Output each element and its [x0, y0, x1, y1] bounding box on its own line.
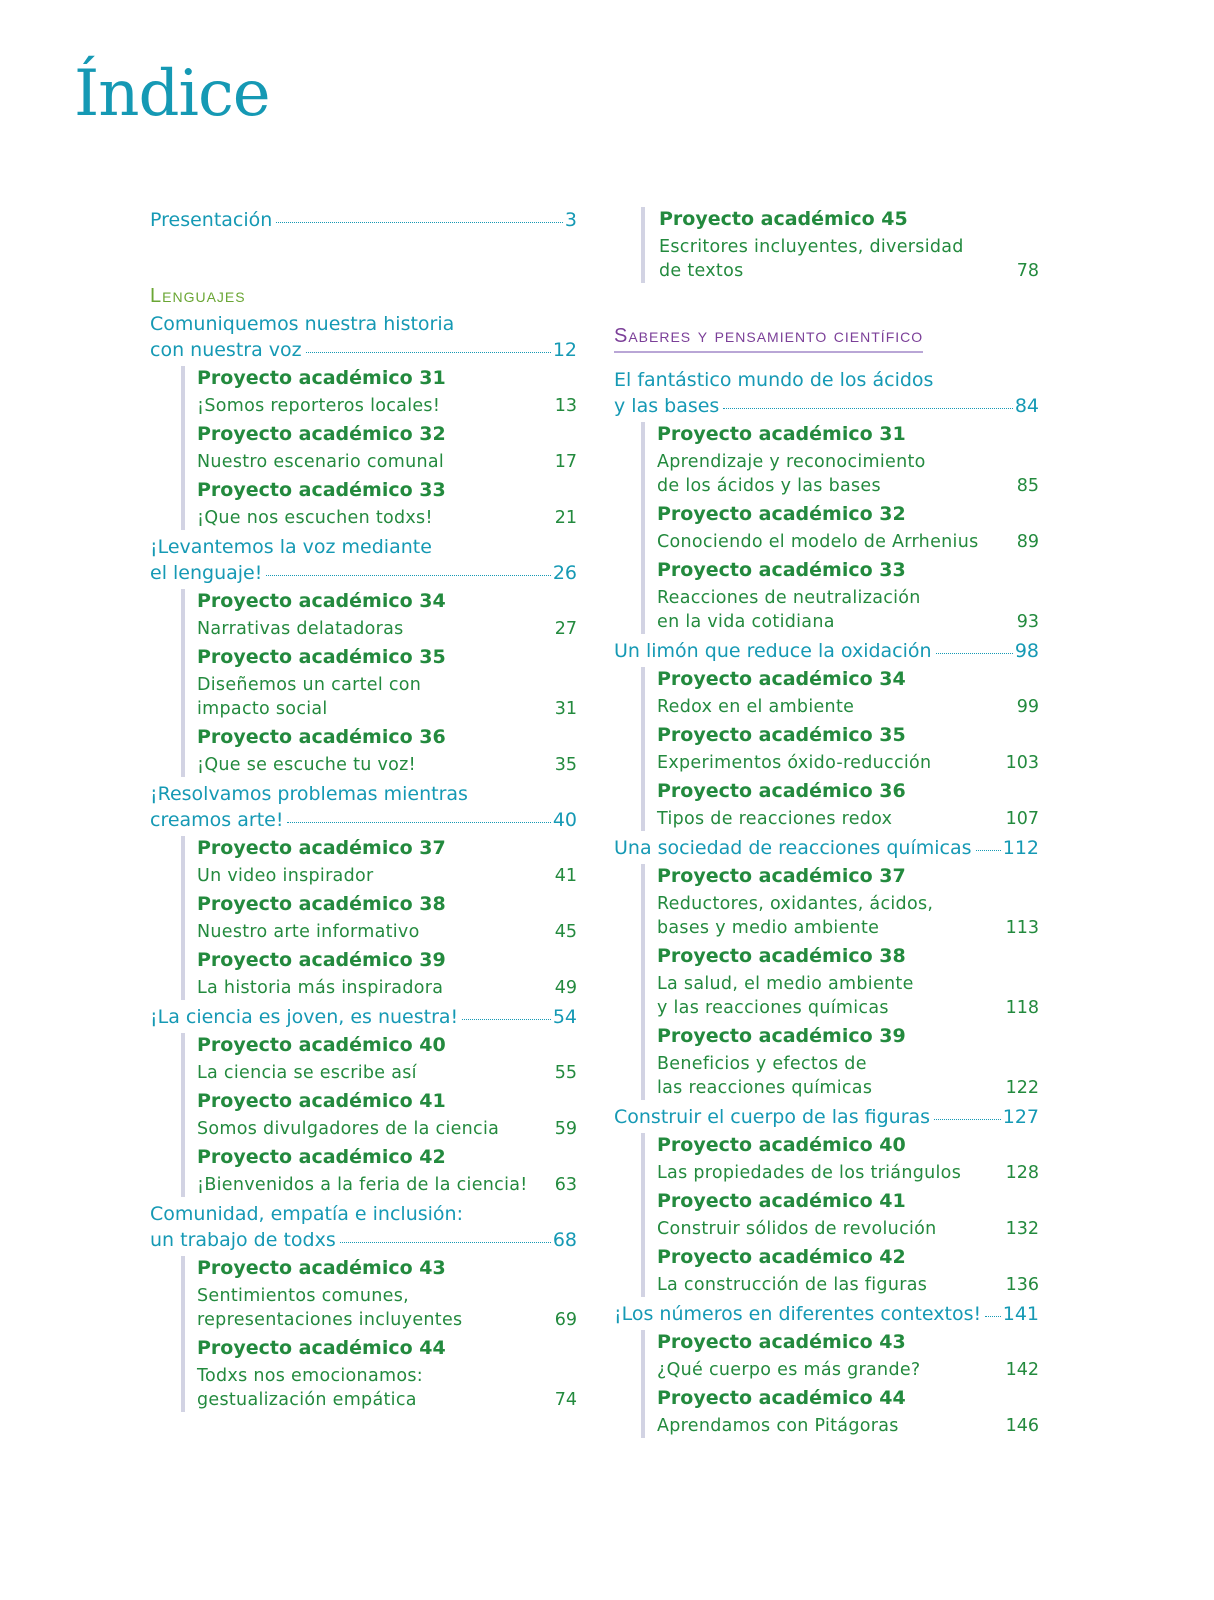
toc-unit-title: un trabajo de todxs: [150, 1229, 336, 1251]
project-page-number: 113: [1005, 918, 1039, 938]
subtitle-line: gestualización empática: [197, 1390, 417, 1410]
project-subtitle: [197, 450, 444, 474]
project-page-number: 142: [1005, 1360, 1039, 1380]
toc-unit-entry[interactable]: [614, 638, 1039, 664]
project-row[interactable]: [197, 1117, 577, 1141]
project-page-number: 99: [1016, 697, 1039, 717]
dot-leader: [306, 352, 551, 353]
toc-unit-title: ¡Levantemos la voz mediante: [150, 536, 432, 558]
toc-page-number: 40: [552, 809, 577, 831]
toc-unit-entry[interactable]: [150, 1004, 577, 1030]
project-subtitle: [657, 1358, 921, 1382]
project-group: [181, 366, 577, 530]
project-page-number: 118: [1005, 998, 1039, 1018]
project-heading[interactable]: Proyecto académico 37: [197, 837, 446, 859]
toc-unit-title-last-line: [614, 835, 1039, 861]
left-units: [150, 311, 577, 1412]
toc-page-number: 84: [1014, 395, 1039, 417]
subtitle-line: ¡Que se escuche tu voz!: [197, 755, 416, 775]
toc-unit-title: El fantástico mundo de los ácidos: [614, 369, 934, 391]
project-row[interactable]: [197, 617, 577, 641]
toc-page-number: 112: [1002, 837, 1039, 859]
project-heading[interactable]: Proyecto académico 39: [197, 949, 446, 971]
toc-unit-entry[interactable]: [614, 1104, 1039, 1130]
project-page-number: 146: [1005, 1416, 1039, 1436]
project-heading[interactable]: Proyecto académico 44: [197, 1337, 446, 1359]
project-row[interactable]: [657, 450, 1039, 498]
toc-page-number: 98: [1014, 640, 1039, 662]
subtitle-line: Nuestro arte informativo: [197, 922, 420, 942]
dot-leader: [723, 408, 1012, 409]
project-subtitle: [657, 751, 931, 775]
page-title: Índice: [74, 57, 270, 131]
right-units: [614, 367, 1039, 1438]
project-row[interactable]: [657, 586, 1039, 634]
dot-leader: [266, 575, 550, 576]
toc-unit-title: ¡La ciencia es joven, es nuestra!: [150, 1006, 459, 1028]
project-subtitle: [197, 1284, 462, 1332]
project-row[interactable]: [657, 1358, 1039, 1382]
project-row[interactable]: [657, 972, 1039, 1020]
project-row[interactable]: [657, 1052, 1039, 1100]
project-page-number: 41: [554, 866, 577, 886]
project-subtitle: [197, 920, 420, 944]
toc-unit-title-last-line: [614, 638, 1039, 664]
subtitle-line: Conociendo el modelo de Arrhenius: [657, 532, 979, 552]
project-page-number: 107: [1005, 809, 1039, 829]
project-subtitle: [197, 617, 404, 641]
project-subtitle: [657, 1161, 961, 1185]
project-heading[interactable]: Proyecto académico 38: [657, 945, 906, 967]
toc-unit-title: el lenguaje!: [150, 562, 263, 584]
project-heading[interactable]: Proyecto académico 32: [657, 503, 906, 525]
toc-page-number: 12: [552, 339, 577, 361]
project-subtitle: [657, 1273, 927, 1297]
dot-leader: [340, 1242, 551, 1243]
toc-unit-title: creamos arte!: [150, 809, 284, 831]
toc-right-column: [614, 207, 1039, 1442]
project-row[interactable]: [197, 976, 577, 1000]
project-row[interactable]: [657, 1414, 1039, 1438]
subtitle-line: Nuestro escenario comunal: [197, 452, 445, 472]
subtitle-line: Tipos de reacciones redox: [657, 809, 893, 829]
project-subtitle: [197, 976, 443, 1000]
subtitle-line: en la vida cotidiana: [657, 612, 835, 632]
dot-leader: [287, 822, 550, 823]
subtitle-line: Experimentos óxido-reducción: [657, 753, 932, 773]
project-subtitle: [197, 394, 440, 418]
project-subtitle: [657, 530, 979, 554]
dot-leader: [276, 222, 563, 223]
project-subtitle: [657, 695, 854, 719]
project-row[interactable]: [197, 1284, 577, 1332]
project-subtitle: [657, 1217, 937, 1241]
section-heading-lenguajes: Lenguajes: [150, 285, 246, 307]
subtitle-line: Sentimientos comunes,: [197, 1286, 410, 1306]
project-group: [181, 1256, 577, 1412]
subtitle-line: impacto social: [197, 699, 328, 719]
project-group: [181, 836, 577, 1000]
subtitle-line: Construir sólidos de revolución: [657, 1219, 937, 1239]
project-row[interactable]: [657, 807, 1039, 831]
project-subtitle: [197, 1117, 499, 1141]
project-page-number: 132: [1005, 1219, 1039, 1239]
project-heading[interactable]: Proyecto académico 34: [657, 668, 906, 690]
project-heading[interactable]: Proyecto académico 33: [657, 559, 906, 581]
project-subtitle: [197, 1061, 417, 1085]
toc-unit-title: ¡Resolvamos problemas mientras: [150, 783, 468, 805]
project-row[interactable]: [197, 450, 577, 474]
toc-entry-title: Presentación: [150, 209, 273, 231]
project-group: [641, 1330, 1039, 1438]
project-page-number: 122: [1005, 1078, 1039, 1098]
subtitle-line: Somos divulgadores de la ciencia: [197, 1119, 500, 1139]
project-row[interactable]: [657, 892, 1039, 940]
subtitle-line: Todxs nos emocionamos:: [197, 1366, 423, 1386]
project-heading[interactable]: Proyecto académico 42: [197, 1146, 446, 1168]
project-group: [641, 667, 1039, 831]
project-group: [641, 864, 1039, 1100]
project-heading[interactable]: Proyecto académico 40: [197, 1034, 446, 1056]
toc-unit-entry[interactable]: [150, 1201, 577, 1253]
toc-page-number: 141: [1002, 1303, 1039, 1325]
dot-leader: [976, 850, 1001, 851]
toc-unit-title: con nuestra voz: [150, 339, 302, 361]
toc-unit-entry[interactable]: [150, 781, 577, 833]
toc-unit-title-last-line: [614, 393, 1039, 419]
project-page-number: 17: [554, 452, 577, 472]
subtitle-line: La ciencia se escribe así: [197, 1063, 417, 1083]
project-page-number: 27: [554, 619, 577, 639]
subtitle-line: ¡Somos reporteros locales!: [197, 396, 441, 416]
project-page-number: 136: [1005, 1275, 1039, 1295]
dot-leader: [934, 1119, 1001, 1120]
toc-entry-presentacion[interactable]: [150, 207, 577, 233]
project-page-number: 89: [1016, 532, 1039, 552]
toc-unit-title-last-line: [150, 807, 577, 833]
toc-unit-entry[interactable]: [150, 311, 577, 363]
project-page-number: 103: [1005, 753, 1039, 773]
toc-unit-title-line: [150, 311, 577, 337]
subtitle-line: ¿Qué cuerpo es más grande?: [657, 1360, 921, 1380]
toc-unit-title-line: [150, 781, 577, 807]
toc-unit-title-last-line: [614, 1104, 1039, 1130]
project-page-number: 63: [554, 1175, 577, 1195]
toc-unit-entry[interactable]: [150, 534, 577, 586]
project-row[interactable]: [657, 751, 1039, 775]
toc-unit-title: y las bases: [614, 395, 720, 417]
project-row[interactable]: [657, 1273, 1039, 1297]
toc-unit-title-last-line: [150, 1227, 577, 1253]
project-subtitle: [657, 1414, 899, 1438]
toc-unit-title-last-line: [150, 337, 577, 363]
toc-unit-title-line: [614, 367, 1039, 393]
project-group: [641, 422, 1039, 634]
project-row[interactable]: [659, 235, 1039, 283]
toc-page-number: 26: [552, 562, 577, 584]
project-row[interactable]: [197, 394, 577, 418]
subtitle-line: Aprendizaje y reconocimiento: [657, 452, 926, 472]
project-row[interactable]: [197, 1173, 577, 1197]
project-page-number: 128: [1005, 1163, 1039, 1183]
project-row[interactable]: [197, 673, 577, 721]
project-heading[interactable]: Proyecto académico 35: [197, 646, 446, 668]
project-subtitle: [197, 1173, 528, 1197]
toc-unit-title-line: [150, 534, 577, 560]
project-heading[interactable]: Proyecto académico 37: [657, 865, 906, 887]
project-subtitle: [197, 753, 416, 777]
toc-unit-entry[interactable]: [614, 1301, 1039, 1327]
project-heading[interactable]: Proyecto académico 42: [657, 1246, 906, 1268]
project-row[interactable]: [657, 1217, 1039, 1241]
subtitle-line: Reductores, oxidantes, ácidos,: [657, 894, 934, 914]
project-subtitle: [197, 1364, 423, 1412]
subtitle-line: de los ácidos y las bases: [657, 476, 881, 496]
project-subtitle: [657, 892, 933, 940]
toc-page-number: 68: [552, 1229, 577, 1251]
project-heading[interactable]: Proyecto académico 44: [657, 1387, 906, 1409]
subtitle-line: ¡Que nos escuchen todxs!: [197, 508, 433, 528]
project-subtitle: [197, 864, 374, 888]
subtitle-line: Reacciones de neutralización: [657, 588, 921, 608]
project-page-number: 69: [554, 1310, 577, 1330]
project-row[interactable]: [657, 1161, 1039, 1185]
subtitle-line: Diseñemos un cartel con: [197, 675, 422, 695]
project-heading[interactable]: Proyecto académico 31: [657, 423, 906, 445]
toc-page-number: 3: [564, 209, 577, 231]
project-page-number: 78: [1016, 261, 1039, 281]
project-page-number: 45: [554, 922, 577, 942]
subtitle-line: Narrativas delatadoras: [197, 619, 404, 639]
project-heading[interactable]: Proyecto académico 33: [197, 479, 446, 501]
project-subtitle: [657, 807, 892, 831]
subtitle-line: las reacciones químicas: [657, 1078, 873, 1098]
project-group: [181, 589, 577, 777]
project-heading[interactable]: Proyecto académico 43: [657, 1331, 906, 1353]
project-row[interactable]: [197, 920, 577, 944]
project-row[interactable]: [197, 753, 577, 777]
project-page-number: 85: [1016, 476, 1039, 496]
project-heading[interactable]: Proyecto académico 45: [659, 208, 908, 230]
toc-unit-title: Comuniquemos nuestra historia: [150, 313, 455, 335]
section-heading-saberes: Saberes y pensamiento científico: [614, 323, 923, 353]
project-heading[interactable]: Proyecto académico 32: [197, 423, 446, 445]
toc-page-number: 127: [1002, 1106, 1039, 1128]
project-subtitle: [657, 586, 921, 634]
project-heading[interactable]: Proyecto académico 38: [197, 893, 446, 915]
dot-leader: [462, 1019, 551, 1020]
project-page-number: 21: [554, 508, 577, 528]
project-page-number: 93: [1016, 612, 1039, 632]
project-subtitle: [197, 506, 433, 530]
project-page-number: 74: [554, 1390, 577, 1410]
project-page-number: 59: [554, 1119, 577, 1139]
project-subtitle: [659, 235, 964, 283]
subtitle-line: Aprendamos con Pitágoras: [657, 1416, 899, 1436]
project-row[interactable]: [197, 506, 577, 530]
project-row[interactable]: [197, 864, 577, 888]
project-heading[interactable]: Proyecto académico 39: [657, 1025, 906, 1047]
project-heading[interactable]: Proyecto académico 31: [197, 367, 446, 389]
subtitle-line: La salud, el medio ambiente: [657, 974, 914, 994]
subtitle-line: Un video inspirador: [197, 866, 374, 886]
project-row[interactable]: [197, 1061, 577, 1085]
toc-unit-title: Un limón que reduce la oxidación: [614, 640, 932, 662]
project-heading[interactable]: Proyecto académico 43: [197, 1257, 446, 1279]
project-page-number: 55: [554, 1063, 577, 1083]
subtitle-line: Escritores incluyentes, diversidad: [659, 237, 964, 257]
subtitle-line: bases y medio ambiente: [657, 918, 880, 938]
project-heading[interactable]: Proyecto académico 41: [657, 1190, 906, 1212]
subtitle-line: La construcción de las figuras: [657, 1275, 928, 1295]
project-group: [181, 1033, 577, 1197]
project-group: [641, 1133, 1039, 1297]
toc-unit-title: Comunidad, empatía e inclusión:: [150, 1203, 463, 1225]
project-page-number: 49: [554, 978, 577, 998]
project-page-number: 13: [554, 396, 577, 416]
project-row[interactable]: [657, 530, 1039, 554]
project-heading[interactable]: Proyecto académico 41: [197, 1090, 446, 1112]
project-heading[interactable]: Proyecto académico 35: [657, 724, 906, 746]
project-heading[interactable]: Proyecto académico 36: [657, 780, 906, 802]
toc-unit-title-last-line: [150, 560, 577, 586]
project-page-number: 35: [554, 755, 577, 775]
project-heading[interactable]: Proyecto académico 40: [657, 1134, 906, 1156]
toc-unit-title-line: [150, 1201, 577, 1227]
subtitle-line: Las propiedades de los triángulos: [657, 1163, 962, 1183]
toc-unit-title: Construir el cuerpo de las figuras: [614, 1106, 931, 1128]
project-heading[interactable]: Proyecto académico 36: [197, 726, 446, 748]
subtitle-line: La historia más inspiradora: [197, 978, 444, 998]
subtitle-line: y las reacciones químicas: [657, 998, 889, 1018]
project-group: [641, 207, 1039, 283]
subtitle-line: representaciones incluyentes: [197, 1310, 463, 1330]
toc-unit-entry[interactable]: [614, 367, 1039, 419]
toc-unit-title: ¡Los números en diferentes contextos!: [614, 1303, 982, 1325]
toc-unit-title-last-line: [614, 1301, 1039, 1327]
project-subtitle: [197, 673, 421, 721]
subtitle-line: de textos: [659, 261, 744, 281]
toc-left-column: [150, 207, 577, 1416]
project-subtitle: [657, 1052, 872, 1100]
dot-leader: [985, 1316, 1001, 1317]
toc-unit-title: Una sociedad de reacciones químicas: [614, 837, 972, 859]
toc-unit-title-last-line: [150, 1004, 577, 1030]
project-subtitle: [657, 450, 926, 498]
project-row[interactable]: [197, 1364, 577, 1412]
project-subtitle: [657, 972, 914, 1020]
toc-page-number: 54: [552, 1006, 577, 1028]
project-heading[interactable]: Proyecto académico 34: [197, 590, 446, 612]
project-page-number: 31: [554, 699, 577, 719]
toc-unit-entry[interactable]: [614, 835, 1039, 861]
subtitle-line: ¡Bienvenidos a la feria de la ciencia!: [197, 1175, 528, 1195]
project-row[interactable]: [657, 695, 1039, 719]
dot-leader: [936, 653, 1013, 654]
subtitle-line: Beneficios y efectos de: [657, 1054, 867, 1074]
subtitle-line: Redox en el ambiente: [657, 697, 855, 717]
